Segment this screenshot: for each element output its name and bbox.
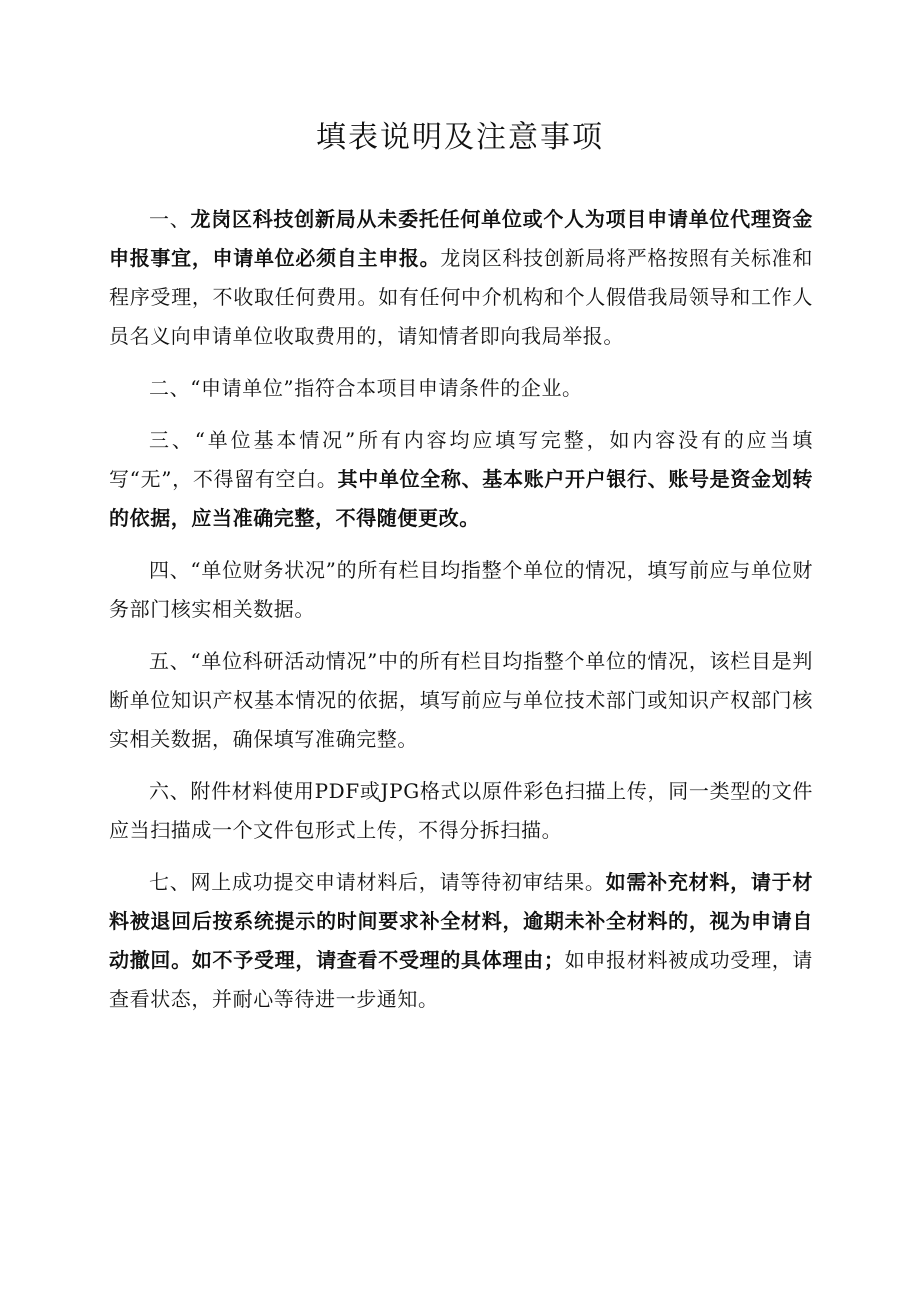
item-2-text: 二、“申请单位”指符合本项目申请条件的企业。: [149, 376, 583, 400]
instructions-body: [109, 200, 813, 1032]
instruction-item-7: [109, 863, 813, 1019]
item-1-text: 龙岗区科技创新局将严格按照有关标准和程序受理，不收取任何费用。如有任何中介机构和个人假借我局领导和工作人员名义向申请单位收取费用的，请知情者即向我局举报。: [109, 246, 813, 348]
instruction-item-4: [109, 551, 813, 629]
item-5-text: 五、“单位科研活动情况”中的所有栏目均指整个单位的情况，该栏目是判断单位知识产权基本情况的依据，填写前应与单位技术部门或知识产权部门核实相关数据，确保填写准确完整。: [109, 649, 813, 751]
item-3-bold-notice: 其中单位全称、基本账户开户银行、账号是资金划转的依据，应当准确完整，不得随便更改。: [109, 467, 813, 530]
item-3-text: 三、“单位基本情况”所有内容均应填写完整，如内容没有的应当填写“无”，不得留有空白。: [109, 428, 813, 491]
page-title: 填表说明及注意事项: [316, 120, 604, 155]
item-7-bold-notice: 如需补充材料，请于材料被退回后按系统提示的时间要求补全材料，逾期未补全材料的，视为申请自动撤回。如不予受理，请查看不受理的具体理由；: [109, 870, 814, 972]
instruction-item-6: [109, 772, 813, 850]
item-1-number: 一、: [149, 207, 191, 231]
item-6-text: 六、附件材料使用PDF或JPG格式以原件彩色扫描上传，同一类型的文件应当扫描成一个文件包形式上传，不得分拆扫描。: [109, 779, 813, 842]
item-1-bold-notice: 龙岗区科技创新局从未委托任何单位或个人为项目申请单位代理资金申报事宜，申请单位必须自主申报。: [109, 207, 814, 270]
item-7-text-end: 如申报材料被成功受理，请查看状态，并耐心等待进一步通知。: [109, 948, 814, 1011]
item-7-text: 七、网上成功提交申请材料后，请等待初审结果。: [149, 870, 606, 894]
item-4-text: 四、“单位财务状况”的所有栏目均指整个单位的情况，填写前应与单位财务部门核实相关数据。: [109, 558, 813, 621]
instruction-item-2: [109, 369, 813, 408]
instruction-item-1: [109, 200, 813, 356]
instruction-item-5: [109, 642, 813, 759]
instruction-item-3: [109, 421, 813, 538]
